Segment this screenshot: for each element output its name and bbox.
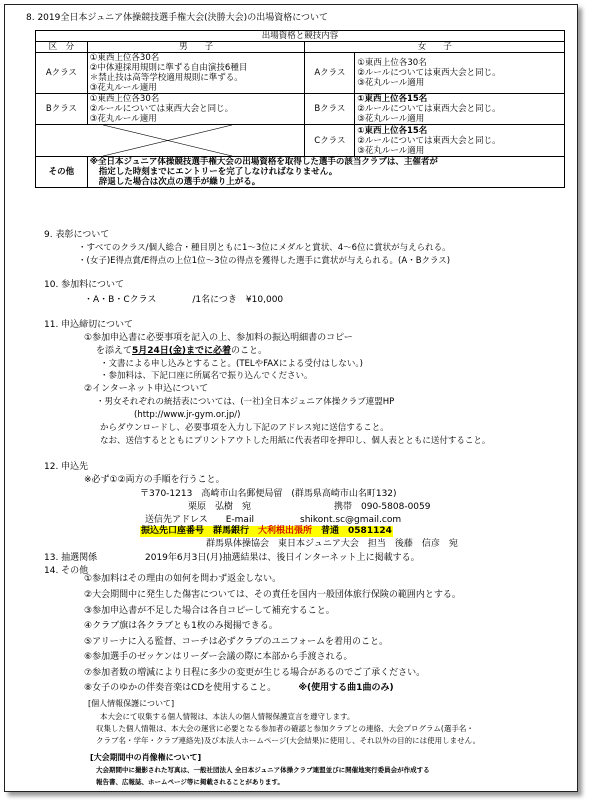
- qualification-table: [35, 30, 565, 188]
- section14-item2: ②大会期間中に発生した傷害については、その責任を国内一般団体旅行保険の範囲内とする。: [84, 590, 461, 600]
- table-row-b: [36, 94, 565, 125]
- crossed-out-cell: [36, 125, 305, 157]
- class-b-female-detail: ①東西上位各15名 ②ルールについては東西大会と同じ。 ③花丸ルール適用: [355, 94, 565, 125]
- class-b-male-detail: ①東西上位各30名 ②ルールについては東西大会と同じ。 ③花丸ルール適用: [87, 94, 305, 125]
- section10-title: 10. 参加料について: [44, 280, 124, 290]
- section14-item5: ⑤アリーナに入る監督、コーチは必ずクラブのユニフォームを着用のこと。: [84, 637, 388, 647]
- section9-line1: ・すべてのクラス/個人総合・種目別ともに1～3位にメダルと賞状、4～6位に賞状が与えられる。: [78, 243, 451, 253]
- section12-phone: 携帯 090-5808-0059: [334, 502, 431, 512]
- class-c-female-detail: ①東西上位各15名 ②ルールについては東西大会と同じ。 ③花丸ルール適用: [355, 125, 565, 157]
- section12-l1: ※必ず①②両方の手順を行うこと。: [84, 475, 225, 485]
- section13-title: 13. 抽選関係: [44, 553, 98, 563]
- section14-item3: ③参加申込書が不足した場合は各自コピーして補充すること。: [84, 606, 335, 616]
- deadline-text: 5月24日(金)までに必着: [132, 346, 232, 356]
- section12-l2: 〒370-1213 高崎市山名郵便局留 (群馬県高崎市山名町132): [140, 489, 397, 499]
- section14-item4: ④クラブ旗は各クラブとも1枚のみ掲揚できる。: [84, 621, 278, 631]
- section11-l6: ・男女それぞれの統括表については、(一社)全日本ジュニア体操クラブ連盟HP: [96, 397, 395, 407]
- col-male: 男 子: [87, 42, 305, 53]
- section9-title: 9. 表彰について: [44, 230, 110, 240]
- section14-item8: ⑧女子のゆかの伴奏音楽はCDを使用すること。 ※(使用する曲1曲のみ): [84, 683, 394, 693]
- section11-l9: なお、送信するとともにプリントアウトした用紙に代表者印を押印し、個人表とともに送付すること。: [100, 436, 491, 446]
- section11-l8: からダウンロードし、必要事項を入力し下記のアドレス宛に送信すること。: [100, 423, 389, 433]
- section11-title: 11. 申込締切について: [44, 320, 133, 330]
- class-b-male: Bクラス: [36, 94, 88, 125]
- section11-l4: ・参加料は、下記口座に所属名で振り込んでください。: [100, 371, 313, 381]
- col-kubun: 区 分: [36, 42, 88, 53]
- table-row-other: [36, 157, 565, 188]
- section12-name: 栗原 弘樹 宛: [188, 502, 252, 512]
- section12-email-label: 送信先アドレス E-mail: [145, 515, 254, 525]
- section12-recipient: 群馬県体操協会 東日本ジュニア大会 担当 後藤 信彦 宛: [206, 539, 458, 549]
- class-a-male-detail: ①東西上位各30名 ②中体連採用規則に準ずる自由演技6種目 ＊禁止技は高等学校適用規則に準ずる。 ③花丸ルール適用: [87, 53, 305, 94]
- class-a-female-detail: ①東西上位各30名 ②ルールについては東西大会と同じ。 ③花丸ルール適用: [355, 53, 565, 94]
- cross-mark-icon: [36, 125, 304, 156]
- bank-branch: 大利根出張所: [258, 526, 313, 536]
- section14-item1: ①参加料はその理由の如何を問わず返金しない。: [84, 574, 282, 584]
- portrait-title: [大会期間中の肖像権について]: [90, 753, 202, 762]
- section14-item7: ⑦参加者数の増減により日程に多少の変更が生じる場合があるのでご了承ください。: [84, 668, 426, 678]
- homepage-link[interactable]: (http://www.jr-gym.or.jp/): [134, 410, 241, 420]
- section14-title: 14. その他: [44, 566, 89, 576]
- privacy-title: [個人情報保護について]: [88, 699, 175, 708]
- section12-title: 12. 申込先: [44, 462, 89, 472]
- table-header: 出場資格と競技内容: [36, 31, 565, 42]
- class-a-female: Aクラス: [305, 53, 355, 94]
- class-a-male: Aクラス: [36, 53, 88, 94]
- section11-l1: ①参加申込書に必要事項を記入の上、参加料の振込明細書のコピー: [84, 333, 353, 343]
- table-row-a: [36, 53, 565, 94]
- section11-l5: ②インターネット申込について: [84, 384, 209, 394]
- portrait-line1: 大会期間中に撮影された写真は、一般社団法人 全日本ジュニア体操クラブ連盟並びに開催地実行委員会が作成する: [96, 766, 430, 774]
- privacy-line1: 本大会にて収集する個人情報は、本法人の個人情報保護宣言を遵守します。: [100, 712, 355, 721]
- class-b-female: Bクラス: [305, 94, 355, 125]
- table-row-c: [36, 125, 565, 157]
- section11-l3: ・文書による申し込みとすること。(TELやFAXによる受付はしない。): [100, 359, 363, 369]
- section11-l2: を添えて5月24日(金)までに必着のこと。: [96, 346, 268, 356]
- class-c-female: Cクラス: [305, 125, 355, 157]
- section10-line: ・A・B・Cクラス /1名につき ¥10,000: [84, 295, 284, 305]
- section14-item6: ⑥参加選手のゼッケンはリーダー会議の際に本部から手渡される。: [84, 652, 353, 662]
- other-label: その他: [36, 157, 88, 188]
- section13-text: 2019年6月3日(月)抽選結果は、後日インターネット上に掲載する。: [145, 553, 420, 563]
- section8-title: 8. 2019全日本ジュニア体操競技選手権大会(決勝大会)の出場資格について: [26, 13, 329, 23]
- other-detail: ※全日本ジュニア体操競技選手権大会の出場資格を取得した選手の該当クラブは、主催者が 指定した時刻までにエントリーを完了しなければなりません。 辞退した場合は次点の選手が繰り上がる。: [87, 157, 564, 188]
- col-female: 女 子: [305, 42, 565, 53]
- email-address[interactable]: shikont.sc@gmail.com: [300, 515, 402, 525]
- bank-account: 振込先口座番号 群馬銀行 大利根出張所 普通 0581124: [141, 526, 392, 536]
- privacy-line3: クラブ名・学年・クラブ連絡先)及び本法人ホームページ(大会結果)に使用し、それ以外の目的には使用しません。: [96, 736, 481, 745]
- portrait-line2: 報告書、広報誌、ホームページ等に掲載されることがあります。: [96, 778, 284, 786]
- section9-line2: ・(女子)E得点賞/E得点の上位1位～3位の得点を獲得した選手に賞状が与えられる。(A・Bクラス): [78, 256, 451, 266]
- privacy-line2: 収集した個人情報は、本大会の運営に必要となる参加者の確認と参加クラブとの連絡、大会プログラム(選手名・: [96, 724, 474, 733]
